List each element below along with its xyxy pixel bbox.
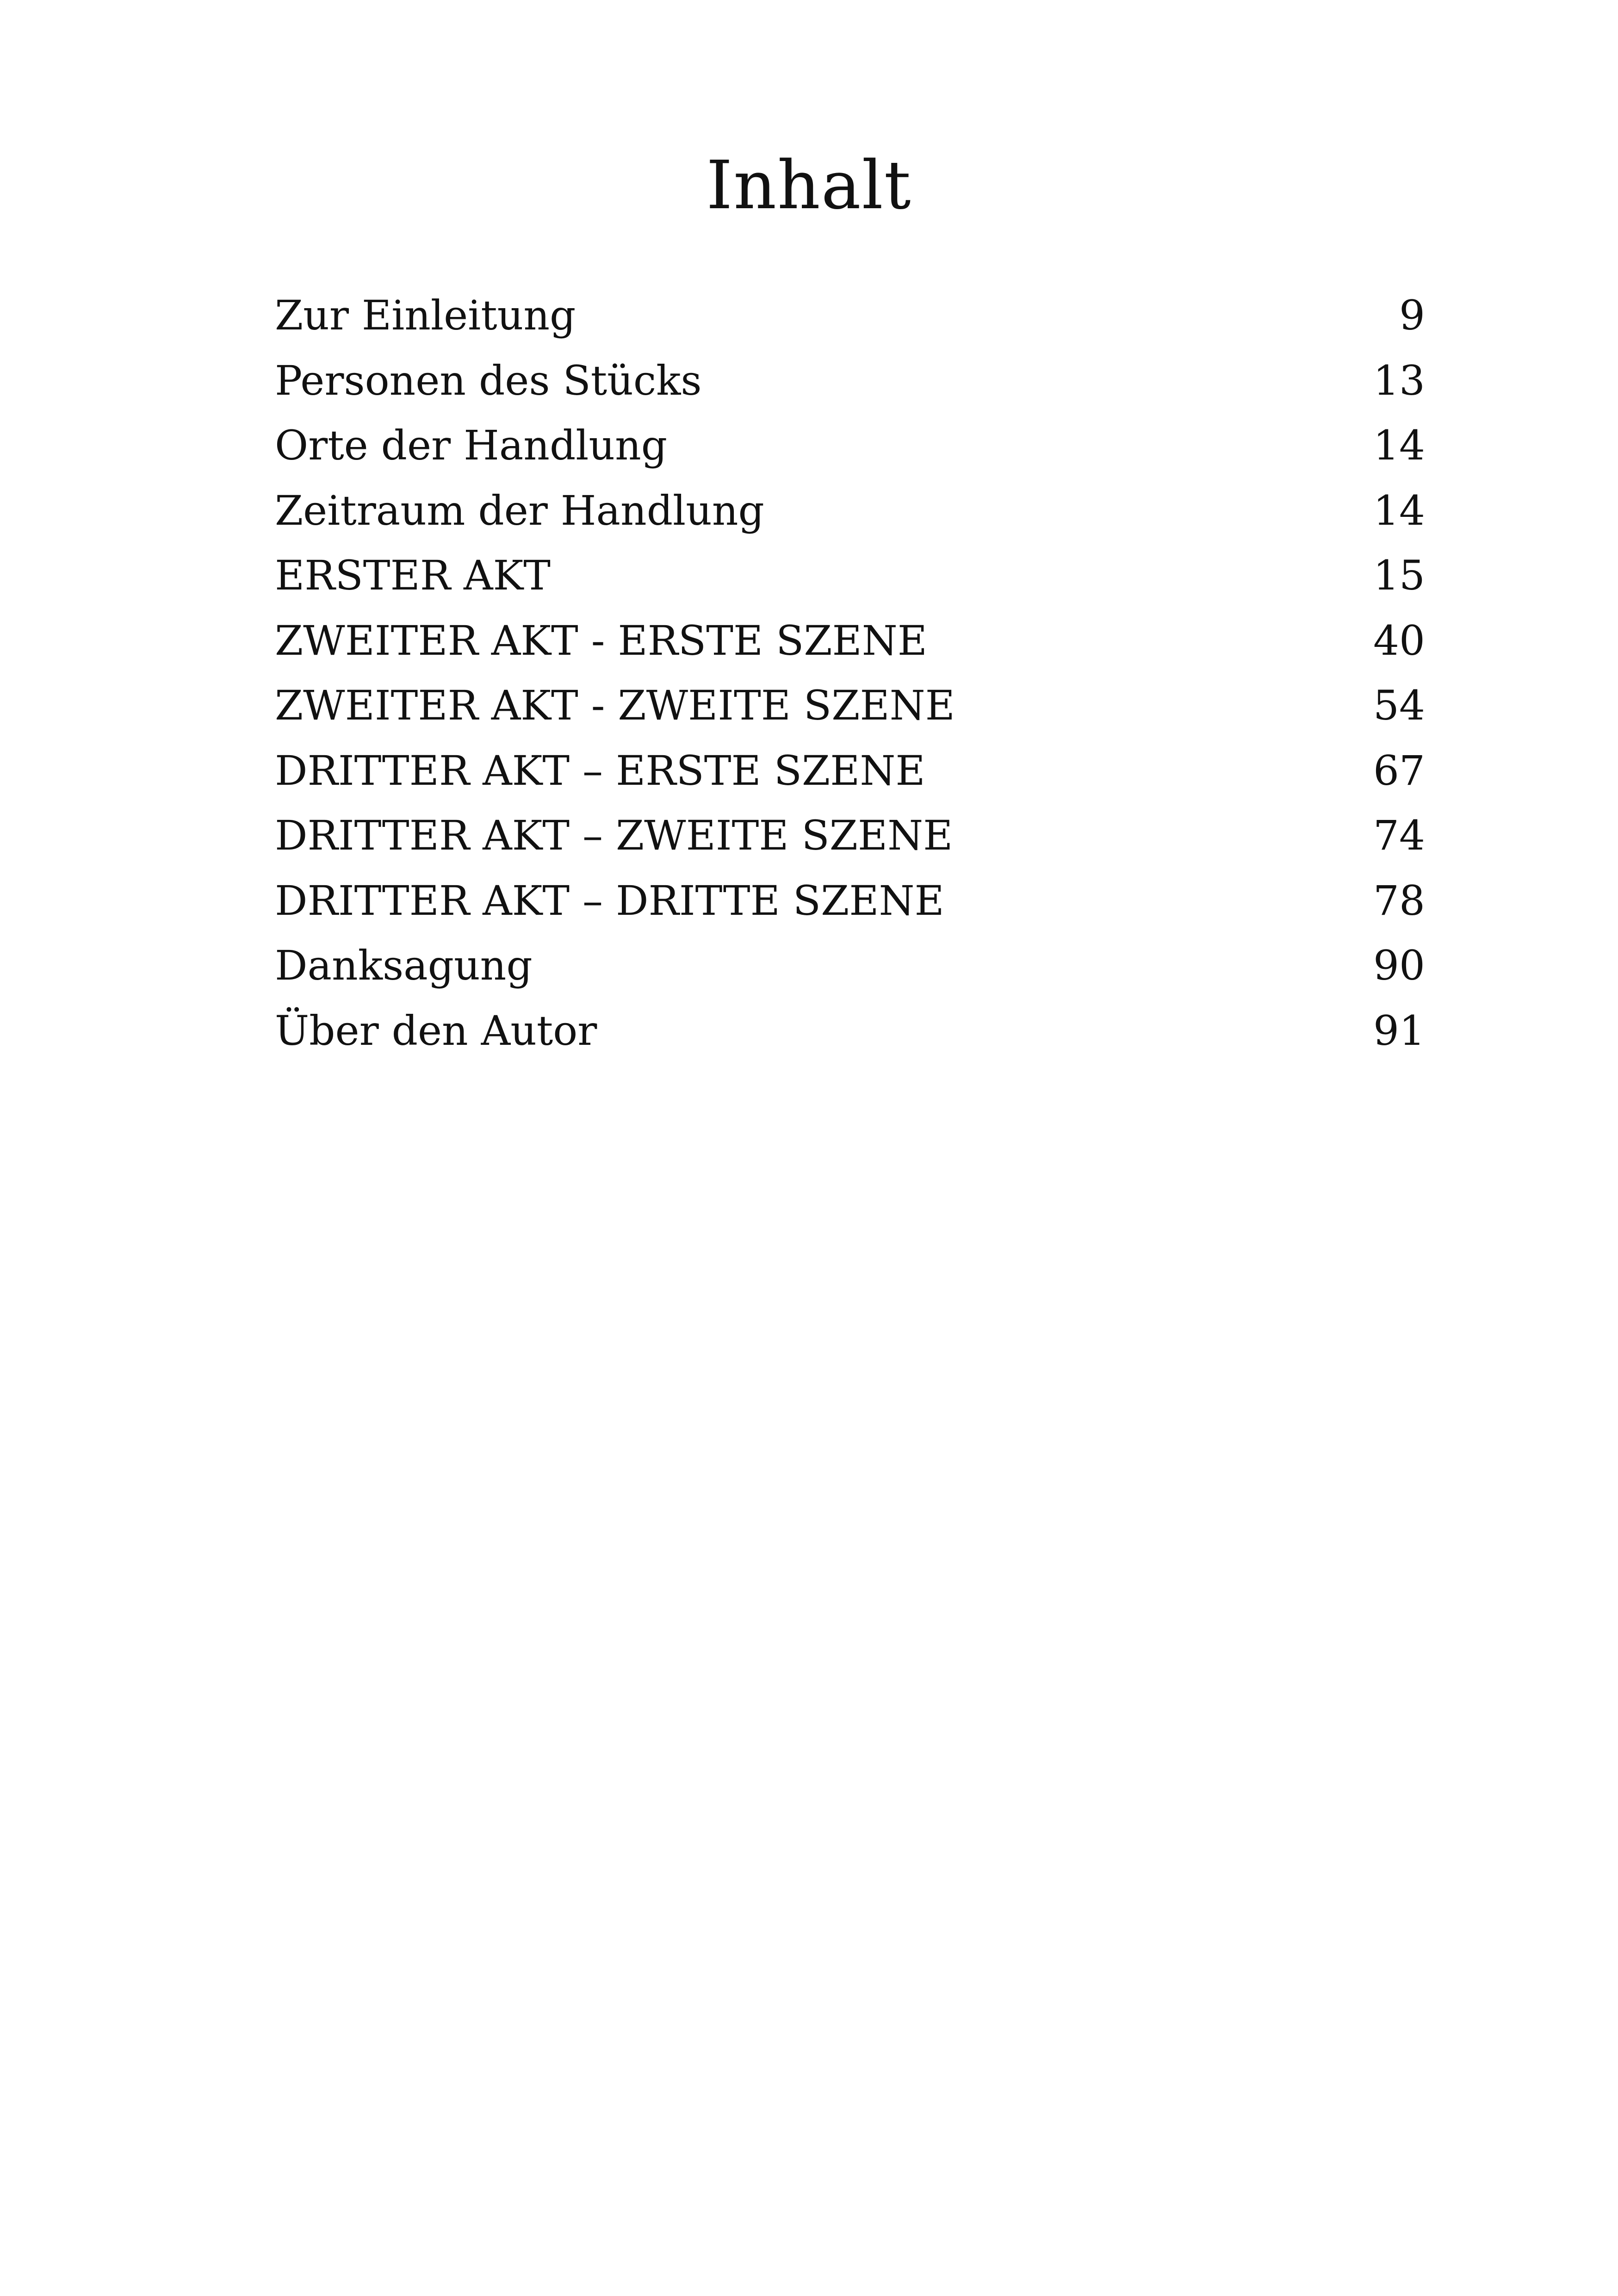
toc-entry-page: 67 [1373, 746, 1425, 794]
toc-entry [275, 348, 1425, 414]
toc-entry-title: Zeitraum der Handlung [275, 486, 764, 534]
toc-entry-page: 78 [1373, 876, 1425, 925]
toc-entry-title: ZWEITER AKT - ERSTE SZENE [275, 616, 928, 664]
toc-entry-page: 91 [1373, 1006, 1425, 1055]
toc-entry [275, 543, 1425, 608]
toc-entry-title: DRITTER AKT – DRITTE SZENE [275, 876, 944, 925]
toc-entry-page: 74 [1373, 812, 1425, 859]
toc-entry-title: Orte der Handlung [275, 422, 668, 469]
toc-entry-page: 15 [1373, 552, 1425, 599]
toc-entry [275, 999, 1425, 1064]
toc-entry [275, 738, 1425, 804]
toc-entry-page: 13 [1373, 356, 1425, 404]
toc-entry-title: Danksagung [275, 942, 533, 989]
toc-entry-title: Über den Autor [275, 1006, 597, 1055]
toc-entry-title: DRITTER AKT – ERSTE SZENE [275, 746, 925, 794]
toc-entry-page: 9 [1399, 292, 1425, 339]
page-title: Inhalt [706, 146, 912, 224]
toc-entry-page: 90 [1373, 942, 1425, 989]
toc-entry-title: Personen des Stücks [275, 356, 702, 404]
toc-entry-page: 14 [1373, 486, 1425, 534]
toc-entry [275, 673, 1425, 738]
toc-entry-title: DRITTER AKT – ZWEITE SZENE [275, 812, 953, 859]
toc-entry [275, 933, 1425, 999]
table-of-contents [275, 283, 1425, 1063]
toc-entry-page: 14 [1373, 422, 1425, 469]
toc-entry-title: ZWEITER AKT - ZWEITE SZENE [275, 682, 955, 729]
toc-entry [275, 413, 1425, 478]
toc-entry [275, 478, 1425, 544]
toc-entry [275, 803, 1425, 869]
toc-entry-title: ERSTER AKT [275, 552, 551, 599]
toc-entry [275, 869, 1425, 934]
toc-entry-page: 54 [1373, 682, 1425, 729]
toc-entry-title: Zur Einleitung [275, 292, 576, 339]
toc-entry [275, 608, 1425, 674]
toc-entry-page: 40 [1373, 616, 1425, 664]
toc-entry [275, 283, 1425, 348]
